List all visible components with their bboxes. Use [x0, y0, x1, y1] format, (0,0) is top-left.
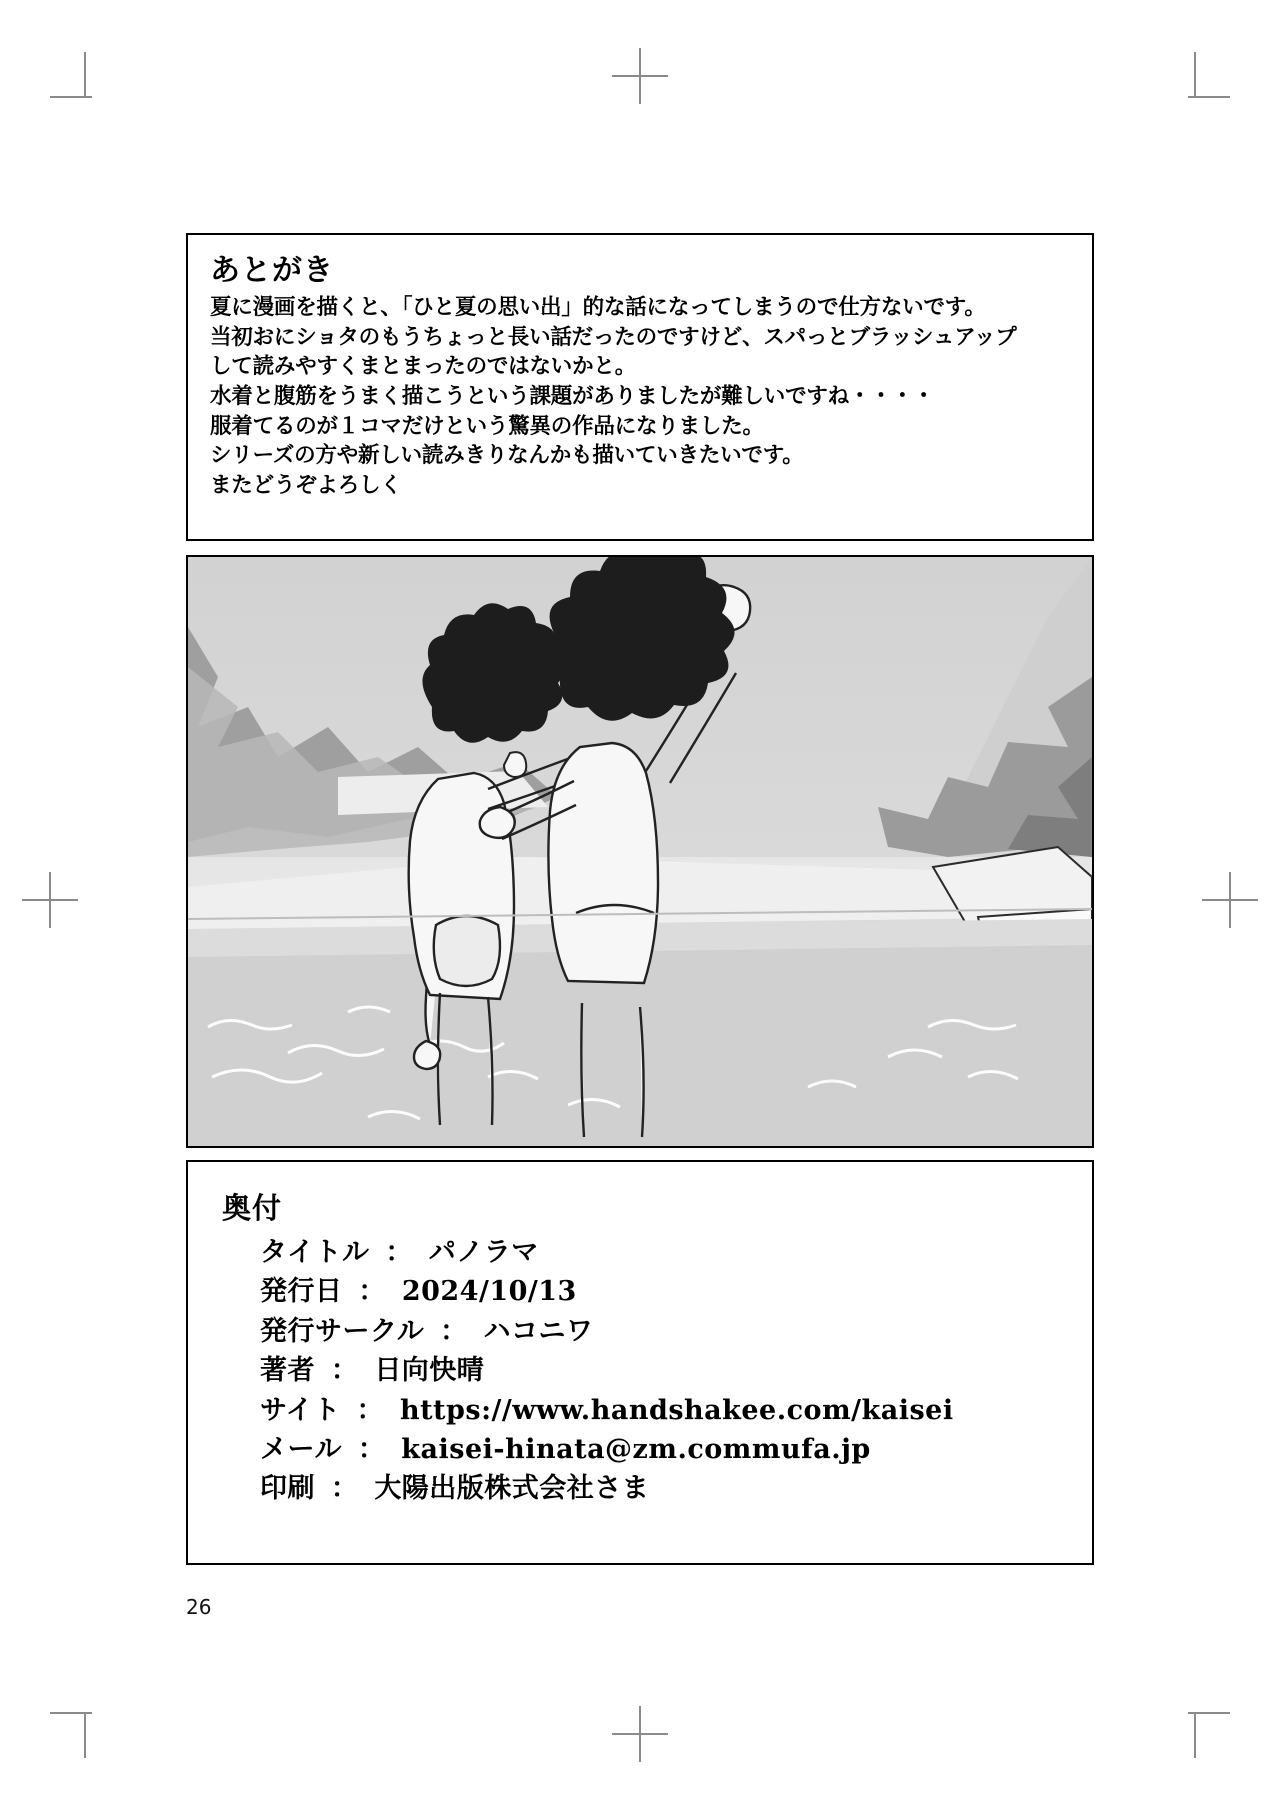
colophon-separator: ： — [358, 1276, 386, 1308]
afterword-line: 当初おにショタのもうちょっと長い話だったのですけど、スパっとブラッシュアップ — [210, 324, 1017, 350]
colophon-separator: ： — [385, 1237, 413, 1268]
colophon-separator: ： — [330, 1355, 359, 1387]
colophon-separator: ： — [330, 1473, 359, 1505]
crop-mark-top-right — [1188, 52, 1230, 98]
crop-mark-top-left — [50, 52, 92, 98]
colophon-label: タイトル — [260, 1237, 370, 1268]
registration-mark-left — [22, 872, 78, 928]
crop-mark-bottom-right — [1188, 1712, 1230, 1758]
colophon-label: 印刷 — [260, 1473, 315, 1505]
colophon-row-title — [218, 1233, 1092, 1272]
afterword-line: シリーズの方や新しい読みきりなんかも描いていきたいです。 — [210, 443, 804, 469]
colophon-label: 著者 — [260, 1355, 315, 1387]
colophon-value-mail[interactable]: kaisei-hinata@zm.commufa.jp — [401, 1434, 871, 1466]
afterword-heading: あとがき — [210, 253, 334, 288]
colophon-value: ハコニワ — [483, 1315, 594, 1347]
afterword-line: 水着と腹筋をうまく描こうという課題がありましたが難しいですね・・・・ — [210, 383, 935, 409]
afterword-line: またどうぞよろしく — [210, 472, 402, 498]
colophon-separator: ： — [357, 1434, 386, 1466]
colophon-value: 大陽出版株式会社さま — [374, 1473, 650, 1505]
colophon-separator: ： — [356, 1394, 385, 1426]
afterword-line: 夏に漫画を描くと、「ひと夏の思い出」的な話になってしまうので仕方ないです。 — [210, 295, 986, 320]
colophon-row-author — [218, 1351, 1092, 1390]
afterword-panel — [186, 233, 1094, 541]
colophon-heading: 奥付 — [222, 1191, 283, 1225]
colophon-label: サイト — [260, 1394, 341, 1426]
colophon-label: 発行サークル — [260, 1315, 425, 1347]
afterword-line: して読みやすくまとまったのではないかと。 — [210, 354, 637, 380]
colophon-value-site[interactable]: https://www.handshakee.com/kaisei — [399, 1394, 954, 1426]
colophon-panel — [186, 1160, 1094, 1565]
illustration-panel — [186, 555, 1094, 1148]
registration-mark-right — [1202, 872, 1258, 928]
colophon-value: 日向快晴 — [374, 1355, 485, 1387]
colophon-row-site — [218, 1391, 1092, 1430]
registration-mark-top — [612, 48, 668, 104]
colophon-row-printer — [218, 1469, 1092, 1508]
crop-mark-bottom-left — [50, 1712, 92, 1758]
colophon-value: パノラマ — [428, 1237, 539, 1268]
colophon-row-mail — [218, 1430, 1092, 1469]
colophon-label: 発行日 — [260, 1276, 343, 1308]
page-number: 26 — [186, 1595, 212, 1619]
registration-mark-bottom — [612, 1706, 668, 1762]
colophon-separator: ： — [440, 1315, 468, 1347]
colophon-row-date — [218, 1272, 1092, 1311]
beach-scene-illustration — [188, 557, 1092, 1146]
colophon-row-circle — [218, 1312, 1092, 1351]
colophon-label: メール — [260, 1434, 342, 1466]
afterword-line: 服着てるのが１コマだけという驚異の作品になりました。 — [210, 413, 764, 439]
colophon-value: 2024/10/13 — [401, 1276, 577, 1308]
